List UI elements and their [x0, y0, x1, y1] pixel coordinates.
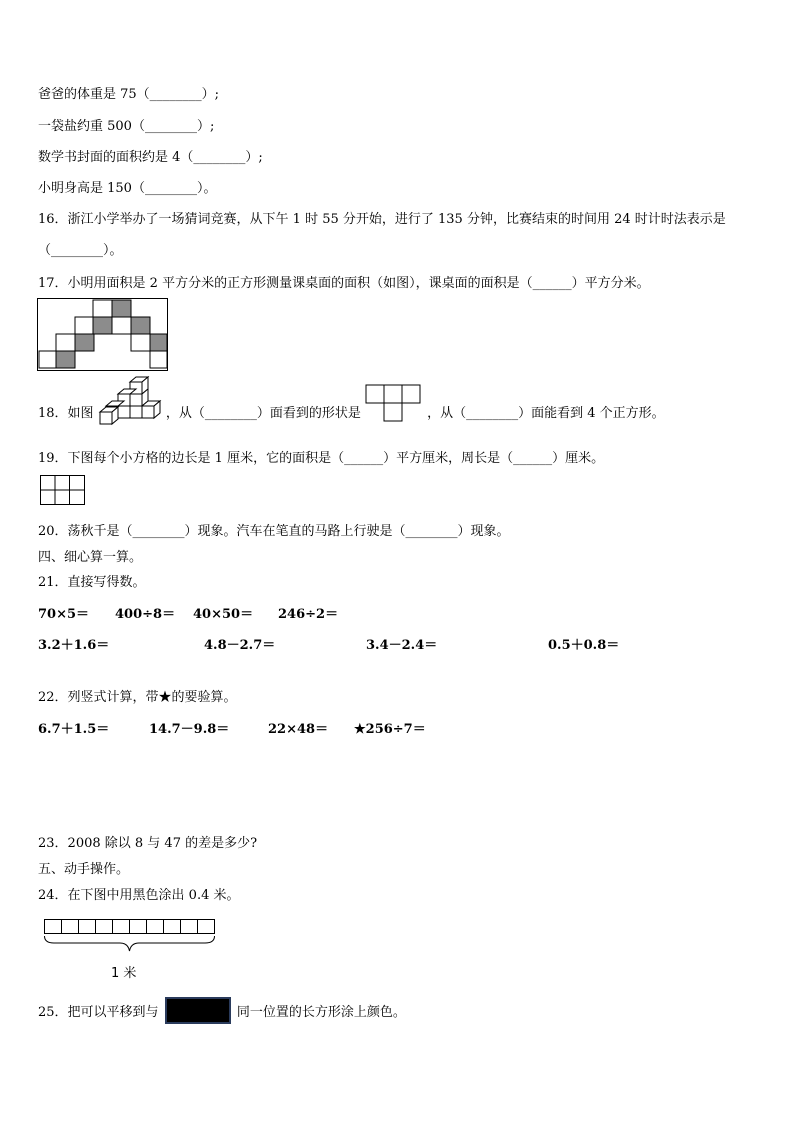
question-22: 22．列竖式计算，带★的要验算。 — [38, 690, 237, 705]
cube-stack-icon — [98, 374, 162, 428]
question-16-line1: 16．浙江小学举办了一场猜词竞赛，从下午 1 时 55 分开始，进行了 135 分钟，比赛结束的时间用 24 时计时法表示是 — [38, 212, 726, 227]
question-19: 19．下图每个小方格的边长是 1 厘米，它的面积是（______）平方厘米，周长是（______）厘米。 — [38, 451, 605, 466]
unit-blank-weight: 爸爸的体重是 75（________）; — [38, 87, 220, 102]
calc-22-4: ★256÷7＝ — [354, 722, 426, 737]
calc-21-2-1: 3.2＋1.6＝ — [38, 638, 110, 653]
question-18-prefix: 18．如图 — [38, 405, 94, 421]
question-24: 24．在下图中用黑色涂出 0.4 米。 — [38, 888, 240, 903]
calc-22-2: 14.7－9.8＝ — [149, 722, 230, 737]
question-25 — [38, 997, 406, 1024]
unit-blank-height: 小明身高是 150（________）。 — [38, 181, 217, 196]
calc-21-2-3: 3.4－2.4＝ — [366, 638, 438, 653]
section-5-heading: 五、动手操作。 — [38, 862, 130, 877]
question-18-middle: ，从（________）面看到的形状是 — [165, 405, 361, 421]
grid-shape-figure — [40, 475, 86, 507]
question-23: 23．2008 除以 8 与 47 的差是多少? — [38, 836, 258, 851]
unit-blank-salt: 一袋盐约重 500（________）; — [38, 119, 215, 134]
question-17: 17．小明用面积是 2 平方分米的正方形测量课桌面的面积（如图），课桌面的面积是（______）平方分米。 — [38, 276, 650, 291]
question-18-suffix: ，从（________）面能看到 4 个正方形。 — [427, 405, 665, 421]
view-shape-icon — [365, 384, 423, 424]
dark-rectangle-swatch — [165, 997, 231, 1024]
question-20: 20．荡秋千是（________）现象。汽车在笔直的马路上行驶是（________）现象。 — [38, 524, 510, 539]
question-21: 21．直接写得数。 — [38, 575, 146, 590]
calc-22-1: 6.7＋1.5＝ — [38, 722, 110, 737]
calc-22-3: 22×48＝ — [268, 722, 329, 737]
question-16-line2: （________）。 — [38, 243, 123, 258]
meter-ruler-figure[interactable] — [40, 916, 218, 956]
meter-label: 1 米 — [111, 966, 137, 981]
calc-21-1-1: 70×5＝ — [38, 607, 90, 622]
calc-21-2-2: 4.8－2.7＝ — [204, 638, 276, 653]
calc-21-2-4: 0.5＋0.8＝ — [548, 638, 620, 653]
desk-squares-figure — [37, 298, 169, 372]
section-4-heading: 四、细心算一算。 — [38, 550, 143, 565]
question-18 — [38, 394, 665, 428]
question-25-suffix: 同一位置的长方形涂上颜色。 — [236, 1005, 406, 1020]
unit-blank-book-area: 数学书封面的面积约是 4（________）; — [38, 150, 263, 165]
calc-21-1-2: 400÷8＝ — [115, 607, 176, 622]
calc-21-1-3: 40×50＝ — [193, 607, 254, 622]
question-25-prefix: 25．把可以平移到与 — [38, 1005, 159, 1020]
calc-21-1-4: 246÷2＝ — [278, 607, 339, 622]
